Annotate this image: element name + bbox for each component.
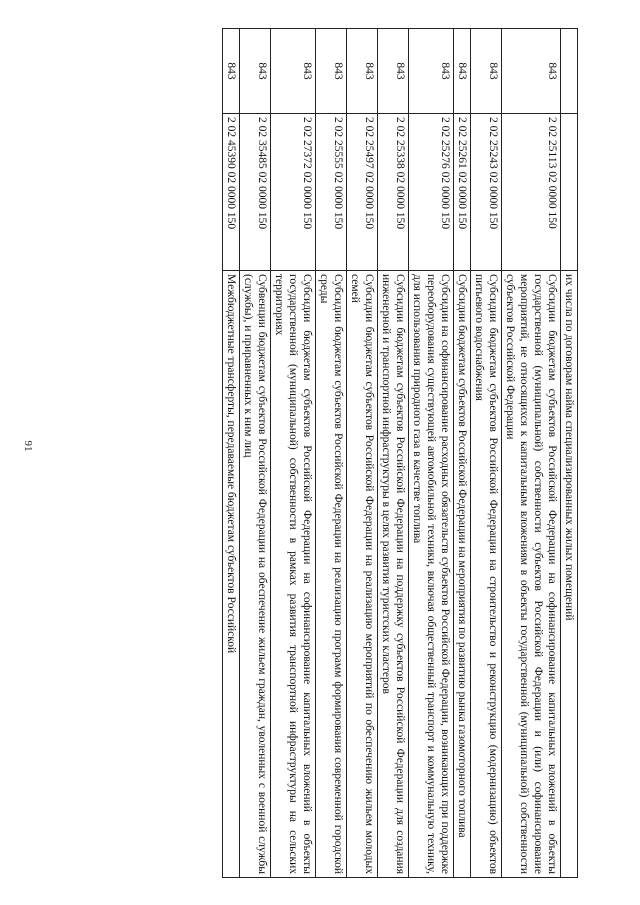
table-row	[270, 29, 315, 878]
budget-classification-table	[222, 28, 578, 878]
revenue-name-cell: Субсидии бюджетам субъектов Российской Федерации на мероприятия по развитию рынка газомоторного топлива	[453, 271, 470, 878]
admin-code-cell: 843	[377, 29, 408, 114]
kbk-code-cell: 2 02 25113 02 0000 150	[501, 114, 560, 271]
page-number: 91	[22, 440, 34, 452]
kbk-code-cell: 2 02 25497 02 0000 150	[346, 114, 377, 271]
admin-code-cell: 843	[270, 29, 315, 114]
rotated-page	[80, 28, 578, 878]
kbk-code-cell: 2 02 25243 02 0000 150	[470, 114, 501, 271]
admin-code-cell: 843	[453, 29, 470, 114]
revenue-name-cell: Субвенции бюджетам субъектов Российской Федерации на обеспечение жильем граждан, уволенных с военной службы (службы), и приравненных к ним лиц	[239, 271, 270, 878]
revenue-name-cell: Субсидии бюджетам субъектов Российской Федерации на софинансирование капитальных вложений в объекты государственной (муниципальной) собственности субъектов Российской Федерации и (или) софинансирование мероприятий, не относящихся к капитальным вложениям в объекты государственной (муниципальной) собственности субъектов Российской Федерации	[501, 271, 560, 878]
revenue-name-cell: Субсидии бюджетам субъектов Российской Федерации на софинансирование капитальных вложений в объекты государственной (муниципальной) собственности в рамках развития транспортной инфраструктуры на сельских территориях	[270, 271, 315, 878]
table-row	[377, 29, 408, 878]
revenue-name-cell: Субсидии бюджетам субъектов Российской Федерации на реализацию программ формирования современной городской среды	[315, 271, 346, 878]
kbk-code-cell: 2 02 45390 02 0000 150	[222, 114, 239, 271]
admin-code-cell: 843	[501, 29, 560, 114]
revenue-name-cell: Субсидии бюджетам субъектов Российской Федерации на поддержку субъектов Российской Федерации для создания инженерной и транспортной инфраструктуры в целях развития туристских кластеров	[377, 271, 408, 878]
revenue-name-cell: их числа по договорам найма специализированных жилых помещений	[560, 271, 577, 878]
revenue-name-cell: Субсидии на софинансирование расходных обязательств субъектов Российской Федерации, возникающих при поддержке переоборудования существующей автомобильной техники, включая общественный транспорт и коммунальную технику, для использования природного газа в качестве топлива	[408, 271, 453, 878]
table-row	[560, 29, 577, 878]
revenue-name-cell: Субсидии бюджетам субъектов Российской Федерации на реализацию мероприятий по обеспечению жильем молодых семей	[346, 271, 377, 878]
table-row	[501, 29, 560, 878]
admin-code-cell: 843	[470, 29, 501, 114]
table-row	[239, 29, 270, 878]
admin-code-cell: 843	[346, 29, 377, 114]
admin-code-cell: 843	[222, 29, 239, 114]
table-row	[453, 29, 470, 878]
admin-code-cell	[560, 29, 577, 114]
table-row	[315, 29, 346, 878]
admin-code-cell: 843	[315, 29, 346, 114]
table-row	[222, 29, 239, 878]
kbk-code-cell: 2 02 25261 02 0000 150	[453, 114, 470, 271]
kbk-code-cell	[560, 114, 577, 271]
kbk-code-cell: 2 02 25555 02 0000 150	[315, 114, 346, 271]
kbk-code-cell: 2 02 25276 02 0000 150	[408, 114, 453, 271]
table-row	[346, 29, 377, 878]
table-row	[470, 29, 501, 878]
kbk-code-cell: 2 02 27372 02 0000 150	[270, 114, 315, 271]
revenue-name-cell: Межбюджетные трансферты, передаваемые бюджетам субъектов Российской	[222, 271, 239, 878]
admin-code-cell: 843	[408, 29, 453, 114]
admin-code-cell: 843	[239, 29, 270, 114]
kbk-code-cell: 2 02 25338 02 0000 150	[377, 114, 408, 271]
revenue-name-cell: Субсидии бюджетам субъектов Российской Федерации на строительство и реконструкцию (модернизацию) объектов питьевого водоснабжения	[470, 271, 501, 878]
table-row	[408, 29, 453, 878]
kbk-code-cell: 2 02 35485 02 0000 150	[239, 114, 270, 271]
